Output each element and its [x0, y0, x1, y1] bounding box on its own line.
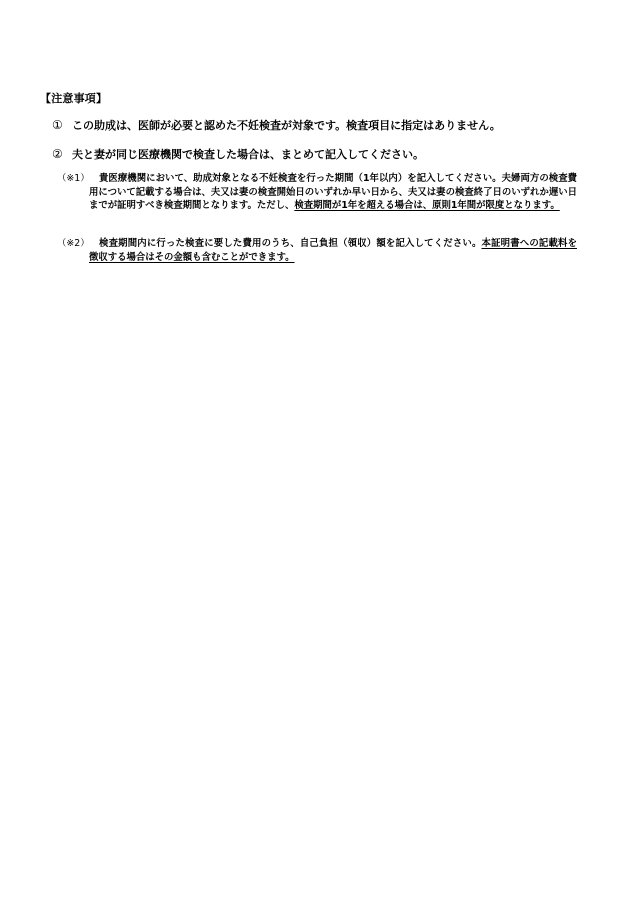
- footnote-text: 貴医療機関において、助成対象となる不妊検査を行った期間（1年以内）を記入してください。夫婦両方の検査費用について記載する場合は、夫又は妻の検査開始日のいずれか早い日から、夫又は妻の検査終了日のいずれか遅い日までが証明すべき検査期間となります。ただし、: [89, 173, 577, 211]
- footnote-mark: （※2）: [57, 238, 90, 249]
- footnote-1: [57, 172, 577, 213]
- footnote-mark: （※1）: [57, 173, 90, 184]
- item-number: ①: [52, 118, 63, 132]
- notes-heading: 【注意事項】: [40, 92, 108, 105]
- footnote-2: [57, 237, 577, 264]
- item-text: この助成は、医師が必要と認めた不妊検査が対象です。検査項目に指定はありません。: [72, 119, 501, 132]
- footnote-underlined-text: 検査期間が1年を超える場合は、原則1年間が限度となります。: [294, 200, 560, 211]
- footnote-text: 検査期間内に行った検査に要した費用のうち、自己負担（領収）額を記入してください。: [99, 238, 482, 249]
- footnote-body: [89, 237, 577, 264]
- note-item-2: [52, 146, 424, 162]
- note-item-1: [52, 117, 501, 133]
- footnote-body: [89, 172, 577, 213]
- footnote-underlined-text: 本証明書への記載料を徴収する場合はその金額も含むことができます。: [89, 238, 577, 263]
- item-number: ②: [52, 147, 63, 161]
- item-text: 夫と妻が同じ医療機関で検査した場合は、まとめて記入してください。: [72, 148, 424, 161]
